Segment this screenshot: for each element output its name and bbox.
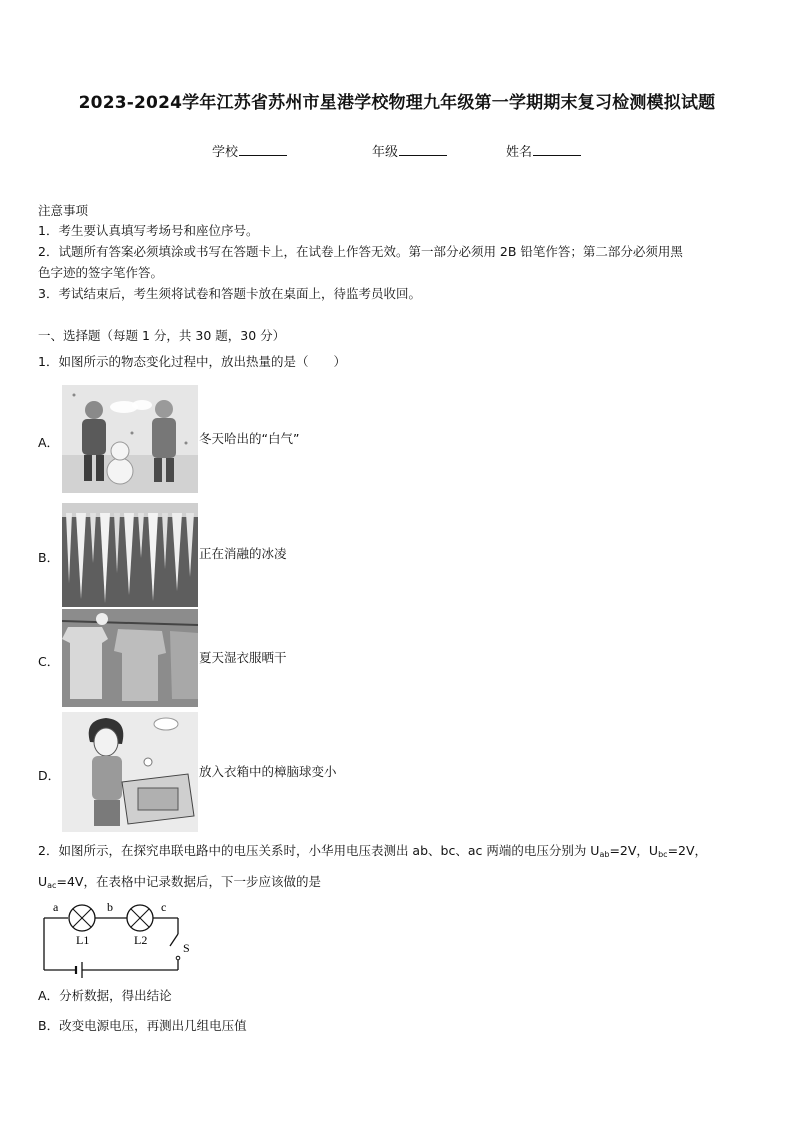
exam-title: 2023-2024学年江苏省苏州市星港学校物理九年级第一学期期末复习检测模拟试题 (78, 93, 716, 113)
name-field[interactable]: 姓名 (506, 141, 581, 160)
svg-text:b: b (107, 900, 113, 914)
q2-stem-line2: $U_{ac}=4V$，在表格中记录数据后，下一步应该做的是 (38, 874, 321, 890)
icicles-image (62, 503, 198, 607)
name-blank (533, 143, 581, 156)
q2-option-b: B．改变电源电压，再测出几组电压值 (38, 1018, 247, 1033)
switch-icon (170, 934, 178, 946)
notice-item-2-cont: 色字迹的签字笔作答。 (38, 265, 164, 280)
notice-heading: 注意事项 (38, 203, 89, 218)
svg-text:L1: L1 (76, 933, 90, 947)
q1-option-a-text: 冬天哈出的“白气” (199, 431, 300, 446)
school-blank (239, 143, 287, 156)
svg-text:a: a (53, 900, 59, 914)
q2-stem-line1: 2．如图所示，在探究串联电路中的电压关系时，小华用电压表测出 ab、bc、ac 两端的电压分别为 $U_{ab}=2V$，$U_{bc}=2V$， (38, 843, 708, 859)
q1-option-d-letter: D． (38, 768, 61, 783)
q1-option-a-letter: A． (38, 435, 60, 450)
q1-option-b-letter: B． (38, 550, 60, 565)
q1-option-d-text: 放入衣箱中的樟脑球变小 (199, 764, 337, 779)
series-circuit-diagram (38, 898, 194, 980)
svg-text:S: S (183, 941, 190, 955)
grade-blank (399, 143, 447, 156)
q1-option-c-letter: C． (38, 654, 60, 669)
q1-option-b-text: 正在消融的冰凌 (199, 546, 287, 561)
wet-clothes-image (62, 609, 198, 707)
school-field[interactable]: 学校 (212, 141, 287, 160)
q2-option-a: A．分析数据，得出结论 (38, 988, 172, 1003)
notice-item-3: 3．考试结束后，考生须将试卷和答题卡放在桌面上，待监考员收回。 (38, 286, 421, 301)
svg-text:c: c (161, 900, 167, 914)
notice-item-2: 2．试题所有答案必须填涂或书写在答题卡上，在试卷上作答无效。第一部分必须用 2B 铅笔作答；第二部分必须用黑 (38, 244, 683, 259)
grade-field[interactable]: 年级 (372, 141, 447, 160)
mothballs-image (62, 712, 198, 832)
q1-stem: 1．如图所示的物态变化过程中，放出热量的是（ ） (38, 354, 346, 369)
q1-option-c-text: 夏天湿衣服晒干 (199, 650, 287, 665)
svg-text:L2: L2 (134, 933, 148, 947)
children-breath-image (62, 385, 198, 493)
notice-item-1: 1．考生要认真填写考场号和座位序号。 (38, 223, 259, 238)
section-heading: 一、选择题（每题 1 分，共 30 题，30 分） (38, 328, 286, 343)
